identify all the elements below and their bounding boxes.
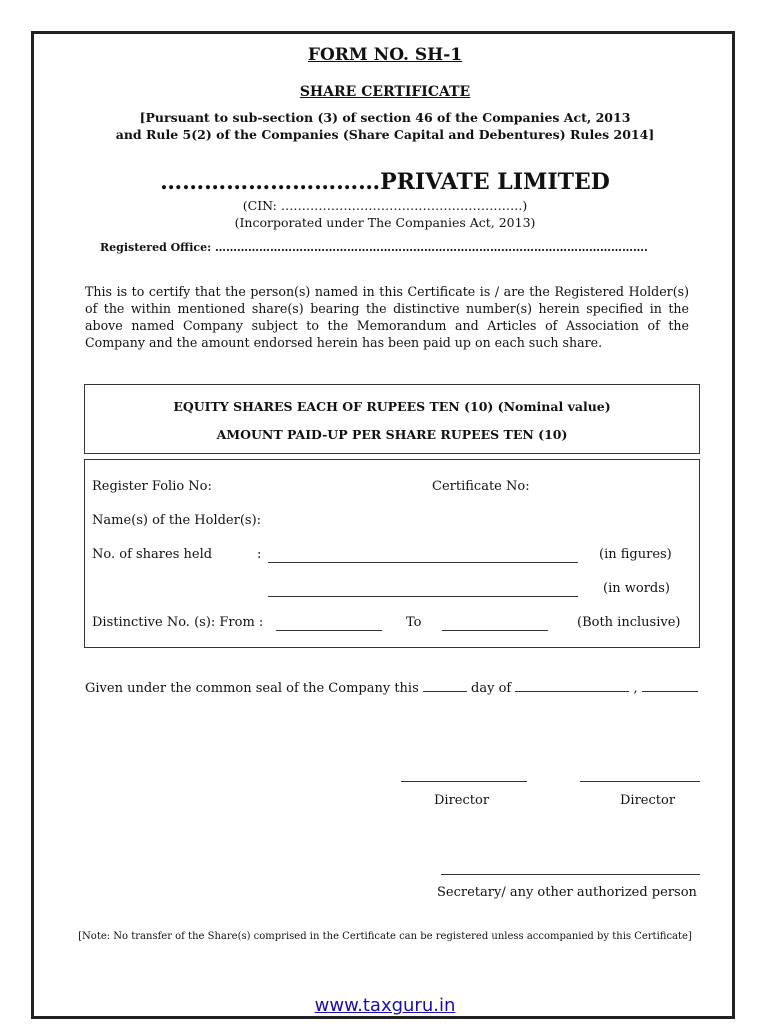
shares-held-label: No. of shares held xyxy=(92,547,213,562)
shares-colon: : xyxy=(257,547,262,562)
day-blank[interactable] xyxy=(423,691,467,692)
registered-office: Registered Office: ………………………………………………………………………………………………………. xyxy=(100,241,648,254)
in-words-label: (in words) xyxy=(603,581,670,596)
holder-details-box xyxy=(84,459,700,648)
certification-text: This is to certify that the person(s) named in this Certificate is / are the Registered Holder(s) of the within mentioned share(s) bearing the distinctive number(s) herein specified in the above named Company subject to the Memorandum and Articles of Association of the Company and the amount endorsed herein has been paid up on each such share. xyxy=(85,284,689,350)
paid-up-line: AMOUNT PAID-UP PER SHARE RUPEES TEN (10) xyxy=(216,427,568,442)
distinctive-to-label: To xyxy=(406,615,422,630)
incorporation-line: (Incorporated under The Companies Act, 2013) xyxy=(234,215,536,230)
month-blank[interactable] xyxy=(515,691,629,692)
nominal-value-line: EQUITY SHARES EACH OF RUPEES TEN (10) (Nominal value) xyxy=(173,399,611,414)
common-seal-line xyxy=(85,681,698,696)
share-class-box xyxy=(84,384,700,454)
shares-words-blank[interactable] xyxy=(268,596,578,597)
pursuant-line-1: [Pursuant to sub-section (3) of section 46 of the Companies Act, 2013 xyxy=(139,110,631,125)
pursuant-clause xyxy=(0,109,770,143)
director2-label: Director xyxy=(620,793,676,808)
director2-signature-line[interactable] xyxy=(580,781,700,782)
folio-label: Register Folio No: xyxy=(92,479,212,494)
secretary-signature-line[interactable] xyxy=(441,874,700,875)
holder-name-label: Name(s) of the Holder(s): xyxy=(92,513,262,528)
in-figures-label: (in figures) xyxy=(599,547,672,562)
company-name: …………………………PRIVATE LIMITED xyxy=(160,169,610,195)
cin-line: (CIN: ………………………………………………….) xyxy=(242,198,528,213)
both-inclusive-label: (Both inclusive) xyxy=(577,615,681,630)
director1-label: Director xyxy=(434,793,490,808)
year-blank[interactable] xyxy=(642,691,698,692)
footer-link[interactable]: www.taxguru.in xyxy=(314,995,456,1016)
distinctive-to-blank[interactable] xyxy=(442,630,548,631)
certificate-no-label: Certificate No: xyxy=(432,479,530,494)
form-title: FORM NO. SH-1 xyxy=(307,45,463,65)
distinctive-from-blank[interactable] xyxy=(276,630,382,631)
shares-figures-blank[interactable] xyxy=(268,562,578,563)
day-of-text: day of xyxy=(471,681,512,696)
pursuant-line-2: and Rule 5(2) of the Companies (Share Capital and Debentures) Rules 2014] xyxy=(115,127,655,142)
certificate-title: SHARE CERTIFICATE xyxy=(299,84,471,100)
distinctive-from-label: Distinctive No. (s): From : xyxy=(92,615,264,630)
director1-signature-line[interactable] xyxy=(401,781,527,782)
given-text: Given under the common seal of the Company this xyxy=(85,681,419,696)
transfer-note: [Note: No transfer of the Share(s) comprised in the Certificate can be registered unless accompanied by this Certificate] xyxy=(78,931,692,942)
year-comma: , xyxy=(633,681,638,696)
secretary-label: Secretary/ any other authorized person xyxy=(437,885,697,900)
